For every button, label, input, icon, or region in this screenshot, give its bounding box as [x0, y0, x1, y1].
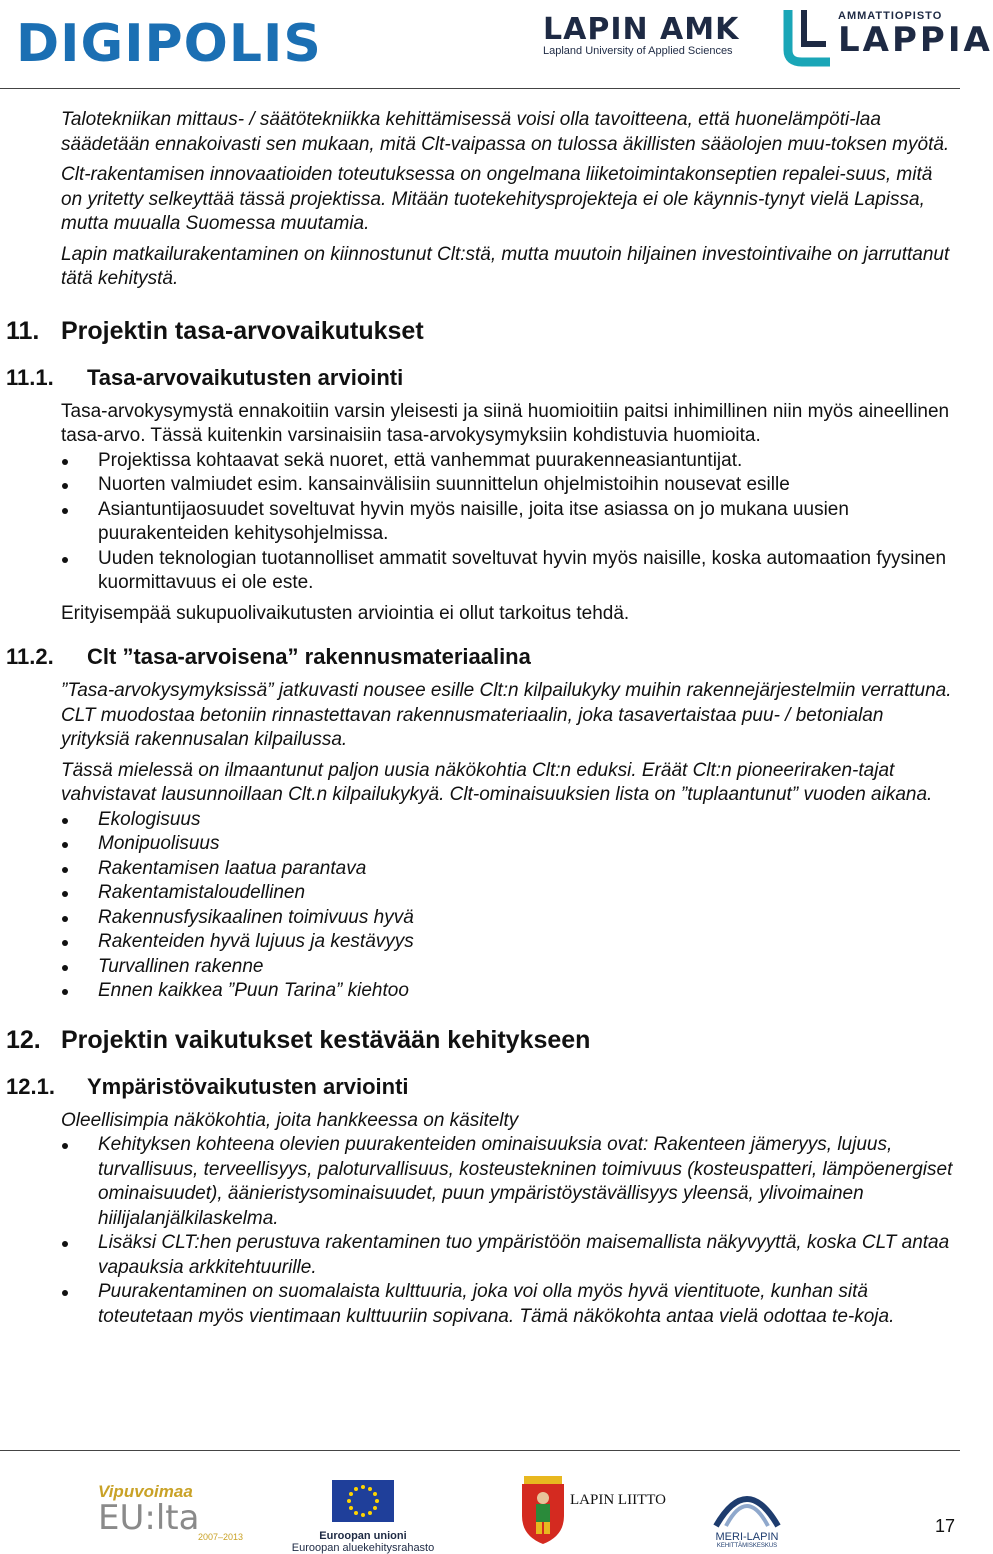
- bullet-icon: [0, 1280, 98, 1329]
- section-11-1-heading: [0, 365, 960, 391]
- lapland-coat-of-arms-icon: [518, 1476, 568, 1546]
- eu-fund-text: Euroopan aluekehitysrahasto: [291, 1542, 435, 1554]
- eu-logo: [283, 1480, 443, 1554]
- vipuvoimaa-logo: [98, 1482, 243, 1542]
- bullet-icon: [0, 979, 98, 1004]
- bullet-icon: [0, 449, 98, 474]
- list-item: Uuden teknologian tuotannolliset ammatit soveltuvat hyvin myös naisille, koska automaation fyysinen kuormittavuus ei ole este.: [0, 547, 956, 596]
- list-item: Rakenteiden hyvä lujuus ja kestävyys: [0, 930, 956, 955]
- list-item: Ekologisuus: [0, 808, 956, 833]
- list-item: Kehityksen kohteena olevien puurakenteiden ominaisuuksia ovat: Rakenteen jämeryys, lujuus, turvallisuus, terveellisyys, paloturvallisuus, kosteustekninen toimivuus (kosteuspatteri, lämpöenergiset ominaisuudet), äänieristysominaisuudet, puun ympäristöystävällisyys yleensä, ylivoimainen hiilijalanjälkilaskelma.: [0, 1133, 956, 1231]
- bullet-icon: [0, 881, 98, 906]
- intro-paragraph-1: Talotekniikan mittaus- / säätötekniikka kehittämisessä voisi olla tavoitteena, että huonelämpöti-laa säädetään ennakoivasti sen mukaan, mitä Clt-vaipassa on tulossa äkillisten sääolojen muu-toksen myötä.: [61, 109, 950, 155]
- subsection-number: 12.1.: [6, 1073, 55, 1099]
- bullet-icon: [0, 955, 98, 980]
- section-number: 12.: [6, 1025, 41, 1054]
- list-item: Ennen kaikkea ”Puun Tarina” kiehtoo: [0, 979, 956, 1004]
- bullet-icon: [0, 473, 98, 498]
- section-title: Projektin vaikutukset kestävään kehitykseen: [61, 1025, 591, 1054]
- header-divider: [0, 88, 960, 89]
- section-11-2-heading: [0, 644, 960, 670]
- section-number: 11.: [6, 316, 40, 345]
- eu-union-text: Euroopan unioni: [319, 1530, 407, 1542]
- lappia-mark-icon: [782, 6, 842, 66]
- meri-lapin-text: MERI-LAPIN: [715, 1531, 779, 1543]
- lappia-logo-text: LAPPIA: [838, 20, 993, 60]
- vipuvoimaa-years: 2007–2013: [198, 1532, 244, 1542]
- lapin-amk-logo-subtext: Lapland University of Applied Sciences: [543, 45, 733, 57]
- eulta-text: EU:lta: [98, 1498, 200, 1538]
- page-footer: [0, 1460, 960, 1553]
- equality-bullets: [0, 449, 960, 596]
- footer-divider: [0, 1450, 960, 1451]
- subsection-title: Tasa-arvovaikutusten arviointi: [87, 364, 404, 390]
- list-item: Asiantuntijaosuudet soveltuvat hyvin myös naisille, joita itse asiassa on jo mukana uusien puurakenteiden kehitysohjelmissa.: [0, 498, 956, 547]
- subsection-title: Clt ”tasa-arvoisena” rakennusmateriaalina: [87, 644, 531, 669]
- digipolis-logo: DIGIPOLIS: [16, 14, 322, 74]
- lapin-amk-logo: [543, 12, 739, 57]
- lapin-liitto-text: LAPIN LIITTO: [570, 1492, 666, 1508]
- lapin-liitto-logo: [518, 1476, 666, 1551]
- meri-lapin-subtext: KEHITTÄMISKESKUS: [716, 1543, 778, 1549]
- bullet-icon: [0, 930, 98, 955]
- equality-paragraph: Tasa-arvokysymystä ennakoitiin varsin yleisesti ja siinä huomioitiin paitsi inhimillinen niin myös aineellinen tasa-arvo. Tässä kuitenkin varsinaisiin tasa-arvokysymyksiin kohdistuvia huomioita.: [61, 400, 950, 446]
- section-12-heading: [0, 1026, 960, 1055]
- meri-lapin-logo: [710, 1482, 784, 1549]
- section-12-1-heading: [0, 1074, 960, 1100]
- bullet-icon: [0, 906, 98, 931]
- lappia-logo-top: AMMATTIOPISTO: [838, 10, 943, 22]
- environment-bullets: [0, 1133, 960, 1329]
- eu-flag-icon: [332, 1480, 394, 1522]
- intro-paragraph-3: Lapin matkailurakentaminen on kiinnostunut Clt:stä, mutta muutoin hiljainen investointivaihe on jarruttanut tätä kehitystä.: [61, 243, 950, 289]
- bullet-icon: [0, 1231, 98, 1280]
- section-11-heading: [0, 317, 960, 346]
- lapin-amk-logo-text: LAPIN AMK: [543, 12, 740, 47]
- clt-paragraph-1: ”Tasa-arvokysymyksissä” jatkuvasti nousee esille Clt:n kilpailukyky muihin rakennejärjestelmiin verrattuna. CLT muodostaa betoniin rinnastettavan rakennusmateriaalin, joka tasavertaistaa puu- / betonialan yrityksiä rakennusalan kilpailussa.: [61, 680, 952, 750]
- list-item: Nuorten valmiudet esim. kansainvälisiin suunnittelun ohjelmistoihin nousevat esille: [0, 473, 956, 498]
- bullet-icon: [0, 1133, 98, 1231]
- subsection-number: 11.2.: [6, 644, 54, 669]
- clt-paragraph-2: Tässä mielessä on ilmaantunut paljon uusia näkökohtia Clt:n eduksi. Eräät Clt:n pioneeriraken-tajat vahvistavat lausunnoillaan Clt.n kilpailukykyä. Clt-ominaisuuksien lista on ”tuplaantunut” vuoden aikana.: [61, 759, 933, 805]
- equality-closing: Erityisempää sukupuolivaikutusten arviointia ei ollut tarkoitus tehdä.: [61, 602, 630, 624]
- intro-paragraph-2: Clt-rakentamisen innovaatioiden toteutuksessa on ongelmana liiketoimintakonseptien repalei-suus, mitä on yritetty selkeyttää tässä projektissa. Mitään tuotekehitysprojekteja ei ole käynnis-tynyt vielä Lapissa, mutta muualla Suomessa muutamia.: [61, 164, 933, 234]
- meri-lapin-arc-icon: [710, 1482, 784, 1526]
- clt-properties-list: [0, 808, 960, 1004]
- subsection-number: 11.1.: [6, 364, 54, 390]
- page-number: 17: [935, 1516, 956, 1536]
- bullet-icon: [0, 857, 98, 882]
- list-item: Rakentamistaloudellinen: [0, 881, 956, 906]
- list-item: Lisäksi CLT:hen perustuva rakentaminen tuo ympäristöön maisemallista näkyvyyttä, koska CLT antaa vapauksia arkkitehtuurille.: [0, 1231, 956, 1280]
- subsection-title: Ympäristövaikutusten arviointi: [87, 1073, 409, 1099]
- list-item: Rakennusfysikaalinen toimivuus hyvä: [0, 906, 956, 931]
- bullet-icon: [0, 547, 98, 596]
- vipuvoimaa-text: Vipuvoimaa: [98, 1482, 193, 1501]
- bullet-icon: [0, 832, 98, 857]
- page-content: [0, 108, 960, 1329]
- list-item: Monipuolisuus: [0, 832, 956, 857]
- environment-intro: Oleellisimpia näkökohtia, joita hankkeessa on käsitelty: [61, 1109, 519, 1131]
- list-item: Turvallinen rakenne: [0, 955, 956, 980]
- list-item: Puurakentaminen on suomalaista kulttuuria, joka voi olla myös hyvä vientituote, kunhan sitä toteutetaan myös vientimaan kulttuuriin sopivana. Tämä näkökohta antaa vielä odottaa te-koja.: [0, 1280, 956, 1329]
- bullet-icon: [0, 808, 98, 833]
- list-item: Rakentamisen laatua parantava: [0, 857, 956, 882]
- bullet-icon: [0, 498, 98, 547]
- list-item: Projektissa kohtaavat sekä nuoret, että vanhemmat puurakenneasiantuntijat.: [0, 449, 956, 474]
- section-title: Projektin tasa-arvovaikutukset: [61, 316, 424, 345]
- page-header: [0, 0, 993, 92]
